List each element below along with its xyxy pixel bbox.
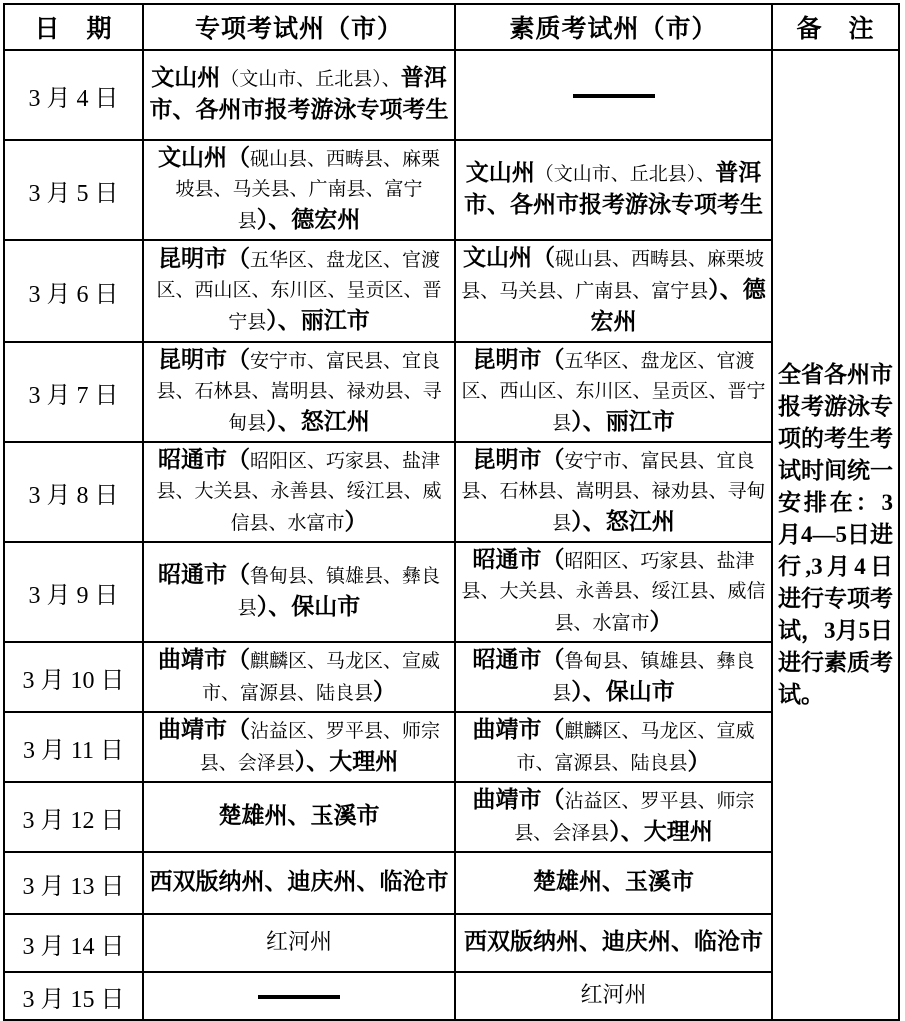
quality-exam-cell — [455, 50, 772, 140]
special-exam-cell — [143, 914, 455, 972]
text-segment: 昭通市（ — [472, 547, 565, 572]
table-row — [4, 712, 899, 782]
text-segment: 昭阳区、巧家县、盐津县、大关县、永善县、绥江县、威信县、水富市 — [461, 551, 766, 634]
text-segment: 砚山县、西畴县、麻栗坡县、马关县、广南县、富宁县 — [175, 149, 440, 232]
text-segment: ） — [373, 679, 396, 704]
table-row — [4, 782, 899, 852]
text-segment: 五华区、盘龙区、官渡区、西山区、东川区、呈贡区、晋宁县 — [156, 250, 442, 333]
text-segment: 西双版纳州、迪庆州、临沧市 — [149, 869, 449, 894]
quality-exam-cell — [455, 342, 772, 442]
text-segment: 沾益区、罗平县、师宗县、会泽县 — [199, 721, 440, 774]
special-exam-cell — [143, 50, 455, 140]
table-row — [4, 442, 899, 542]
table-row — [4, 542, 899, 642]
date-cell: 3 月 12 日 — [4, 782, 143, 852]
text-segment: 昆明市（ — [157, 246, 250, 271]
special-exam-cell — [143, 852, 455, 914]
quality-exam-cell — [455, 712, 772, 782]
quality-exam-cell — [455, 542, 772, 642]
text-segment: 昆明市（ — [157, 347, 250, 372]
text-segment: ）、保山市 — [256, 594, 361, 619]
text-segment: 楚雄州、玉溪市 — [218, 803, 380, 828]
text-segment: 普洱市、各州市报考游泳专项考生 — [149, 65, 449, 122]
table-body — [4, 50, 899, 1020]
text-segment: 鲁甸县、镇雄县、彝良县 — [552, 651, 755, 704]
special-exam-cell — [143, 140, 455, 240]
quality-exam-cell — [455, 642, 772, 712]
text-segment: 昭通市（ — [157, 447, 250, 472]
text-segment: 曲靖市（ — [472, 787, 565, 812]
text-segment: ）、大理州 — [294, 749, 399, 774]
text-segment: 昭通市（ — [157, 562, 250, 587]
header-remark: 备 注 — [772, 4, 899, 50]
text-segment: ） — [344, 509, 368, 534]
header-date: 日 期 — [4, 4, 143, 50]
text-segment: 麒麟区、马龙区、宣威市、富源县、陆良县 — [201, 651, 440, 704]
text-segment: ）、保山市 — [571, 679, 675, 704]
dash-placeholder — [573, 94, 655, 98]
text-segment: 红河州 — [265, 929, 332, 954]
text-segment: 红河州 — [580, 982, 647, 1007]
special-exam-cell — [143, 972, 455, 1020]
text-segment: 文山州（ — [462, 245, 555, 270]
special-exam-cell — [143, 712, 455, 782]
table-row — [4, 914, 899, 972]
text-segment: ） — [649, 609, 673, 634]
text-segment: ）、德宏州 — [256, 207, 361, 232]
table-row — [4, 50, 899, 140]
remark-text — [778, 359, 893, 711]
header-row — [4, 4, 899, 50]
text-segment: ）、怒江州 — [266, 409, 370, 434]
table-row — [4, 240, 899, 342]
text-segment: 普洱市、各州市报考游泳专项考生 — [464, 160, 763, 217]
text-segment: ）、大理州 — [609, 819, 713, 844]
exam-schedule-table — [3, 3, 900, 1021]
text-segment: ） — [687, 749, 711, 774]
quality-exam-cell — [455, 972, 772, 1020]
date-cell: 3 月 14 日 — [4, 914, 143, 972]
text-segment: 文山州 — [465, 160, 535, 185]
date-cell: 3 月 5 日 — [4, 140, 143, 240]
date-cell: 3 月 9 日 — [4, 542, 143, 642]
text-segment: （文山市、丘北县）、 — [220, 69, 401, 90]
date-cell: 3 月 6 日 — [4, 240, 143, 342]
special-exam-cell — [143, 782, 455, 852]
text-segment: 文山州（ — [157, 145, 250, 170]
text-segment: 曲靖市（ — [472, 717, 565, 742]
table-row — [4, 852, 899, 914]
text-segment: 楚雄州、玉溪市 — [533, 869, 694, 894]
date-cell: 3 月 4 日 — [4, 50, 143, 140]
special-exam-cell — [143, 342, 455, 442]
special-exam-cell — [143, 442, 455, 542]
date-cell: 3 月 8 日 — [4, 442, 143, 542]
text-segment: 昭通市（ — [472, 647, 565, 672]
table-row — [4, 642, 899, 712]
text-segment: 昆明市（ — [472, 447, 565, 472]
special-exam-cell — [143, 542, 455, 642]
text-segment: （文山市、丘北县）、 — [534, 164, 716, 185]
table-row — [4, 342, 899, 442]
text-segment: 安宁市、富民县、宜良县、石林县、嵩明县、禄劝县、寻甸县 — [461, 451, 766, 534]
header-special-exam: 专项考试州（市） — [143, 4, 455, 50]
text-segment: ）、德宏州 — [590, 277, 766, 334]
remark-cell — [772, 50, 899, 1020]
date-cell: 3 月 7 日 — [4, 342, 143, 442]
header-quality-exam: 素质考试州（市） — [455, 4, 772, 50]
text-segment: 昭阳区、巧家县、盐津县、大关县、永善县、绥江县、威信县、水富市 — [156, 451, 442, 534]
quality-exam-cell — [455, 852, 772, 914]
table-header — [4, 4, 899, 50]
dash-placeholder — [258, 995, 340, 999]
text-segment: 全省各州市报考游泳专项的考生考试时间统一安排在：3月4—5日进行,3月4日进行专项考试，3月5日进行素质考试。 — [778, 362, 893, 707]
date-cell: 3 月 15 日 — [4, 972, 143, 1020]
text-segment: ）、丽江市 — [571, 409, 675, 434]
quality-exam-cell — [455, 140, 772, 240]
text-segment: 麒麟区、马龙区、宣威市、富源县、陆良县 — [516, 721, 755, 774]
text-segment: 鲁甸县、镇雄县、彝良县 — [237, 566, 440, 619]
date-cell: 3 月 13 日 — [4, 852, 143, 914]
text-segment: 沾益区、罗平县、师宗县、会泽县 — [514, 791, 755, 844]
quality-exam-cell — [455, 914, 772, 972]
text-segment: 曲靖市（ — [157, 647, 250, 672]
quality-exam-cell — [455, 782, 772, 852]
text-segment: 砚山县、西畴县、麻栗坡县、马关县、广南县、富宁县 — [461, 249, 764, 302]
text-segment: 文山州 — [151, 65, 221, 90]
text-segment: ）、丽江市 — [266, 308, 370, 333]
text-segment: 安宁市、富民县、宜良县、石林县、嵩明县、禄劝县、寻甸县 — [156, 351, 442, 434]
text-segment: 昆明市（ — [472, 347, 565, 372]
date-cell: 3 月 10 日 — [4, 642, 143, 712]
date-cell: 3 月 11 日 — [4, 712, 143, 782]
table-row — [4, 972, 899, 1020]
text-segment: 曲靖市（ — [157, 717, 250, 742]
text-segment: 西双版纳州、迪庆州、临沧市 — [464, 929, 763, 954]
quality-exam-cell — [455, 442, 772, 542]
quality-exam-cell — [455, 240, 772, 342]
text-segment: 五华区、盘龙区、官渡区、西山区、东川区、呈贡区、晋宁县 — [461, 351, 766, 434]
special-exam-cell — [143, 240, 455, 342]
text-segment: ）、怒江州 — [571, 509, 675, 534]
special-exam-cell — [143, 642, 455, 712]
table-row — [4, 140, 899, 240]
